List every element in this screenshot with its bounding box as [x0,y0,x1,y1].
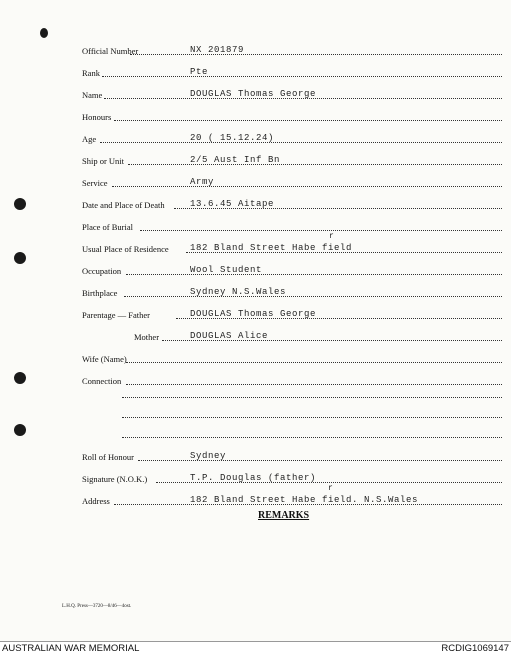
address-correction: r [328,484,333,493]
signature-label: Signature (N.O.K.) [82,474,148,484]
field-ship-or-unit [82,154,502,168]
field-signature [82,472,502,486]
field-birthplace [82,286,502,300]
field-residence [82,232,502,256]
connection-line [122,417,502,418]
punch-hole-icon [14,198,26,210]
birthplace-value: Sydney N.S.Wales [190,287,287,297]
date-place-death-value: 13.6.45 Aitape [190,199,275,209]
service-label: Service [82,178,108,188]
residence-value: 182 Bland Street Habe field [190,243,353,253]
name-value: DOUGLAS Thomas George [190,89,317,99]
field-connection [82,374,502,388]
punch-hole-icon [14,252,26,264]
remarks-heading: REMARKS [258,510,310,521]
wife-label: Wife (Name) [82,354,127,364]
occupation-label: Occupation [82,266,122,276]
date-place-death-label: Date and Place of Death [82,200,165,210]
field-age [82,132,502,146]
field-service [82,176,502,190]
roll-of-honour-label: Roll of Honour [82,452,134,462]
residence-correction: r [329,232,334,241]
footer-record-id: RCDIG1069147 [441,643,509,654]
archive-footer [0,641,511,655]
age-label: Age [82,134,97,144]
connection-line [122,437,502,438]
field-address [82,484,502,508]
field-place-of-burial [82,220,502,234]
field-rank [82,66,502,80]
printer-imprint: L.H.Q. Press—3720—8/46—4ost. [62,604,132,609]
residence-label: Usual Place of Residence [82,244,169,254]
field-mother [82,330,502,344]
field-occupation [82,264,502,278]
field-date-place-death [82,198,502,212]
father-value: DOUGLAS Thomas George [190,309,317,319]
punch-hole-icon [40,28,48,38]
ship-or-unit-value: 2/5 Aust Inf Bn [190,155,281,165]
field-name [82,88,502,102]
mother-label: Mother [134,332,160,342]
address-value: 182 Bland Street Habe field. N.S.Wales [190,495,419,505]
place-of-burial-label: Place of Burial [82,222,133,232]
father-label: Parentage — Father [82,310,150,320]
official-number-value: NX 201879 [190,45,245,55]
connection-label: Connection [82,376,122,386]
field-official-number [82,44,502,58]
honours-label: Honours [82,112,112,122]
address-label: Address [82,496,110,506]
connection-line [122,397,502,398]
occupation-value: Wool Student [190,265,263,275]
punch-hole-icon [14,424,26,436]
field-honours [82,110,502,124]
rank-label: Rank [82,68,100,78]
mother-value: DOUGLAS Alice [190,331,269,341]
age-value: 20 ( 15.12.24) [190,133,275,143]
service-value: Army [190,177,215,187]
official-number-label: Official Number [82,46,139,56]
rank-value: Pte [190,67,209,77]
name-label: Name [82,90,103,100]
field-roll-of-honour [82,450,502,464]
field-wife [82,352,502,366]
ship-or-unit-label: Ship or Unit [82,156,125,166]
punch-hole-icon [14,372,26,384]
birthplace-label: Birthplace [82,288,118,298]
field-father [82,308,502,322]
signature-value: T.P. Douglas (father) [190,473,317,483]
roll-of-honour-value: Sydney [190,451,227,461]
footer-institution: AUSTRALIAN WAR MEMORIAL [2,643,140,654]
